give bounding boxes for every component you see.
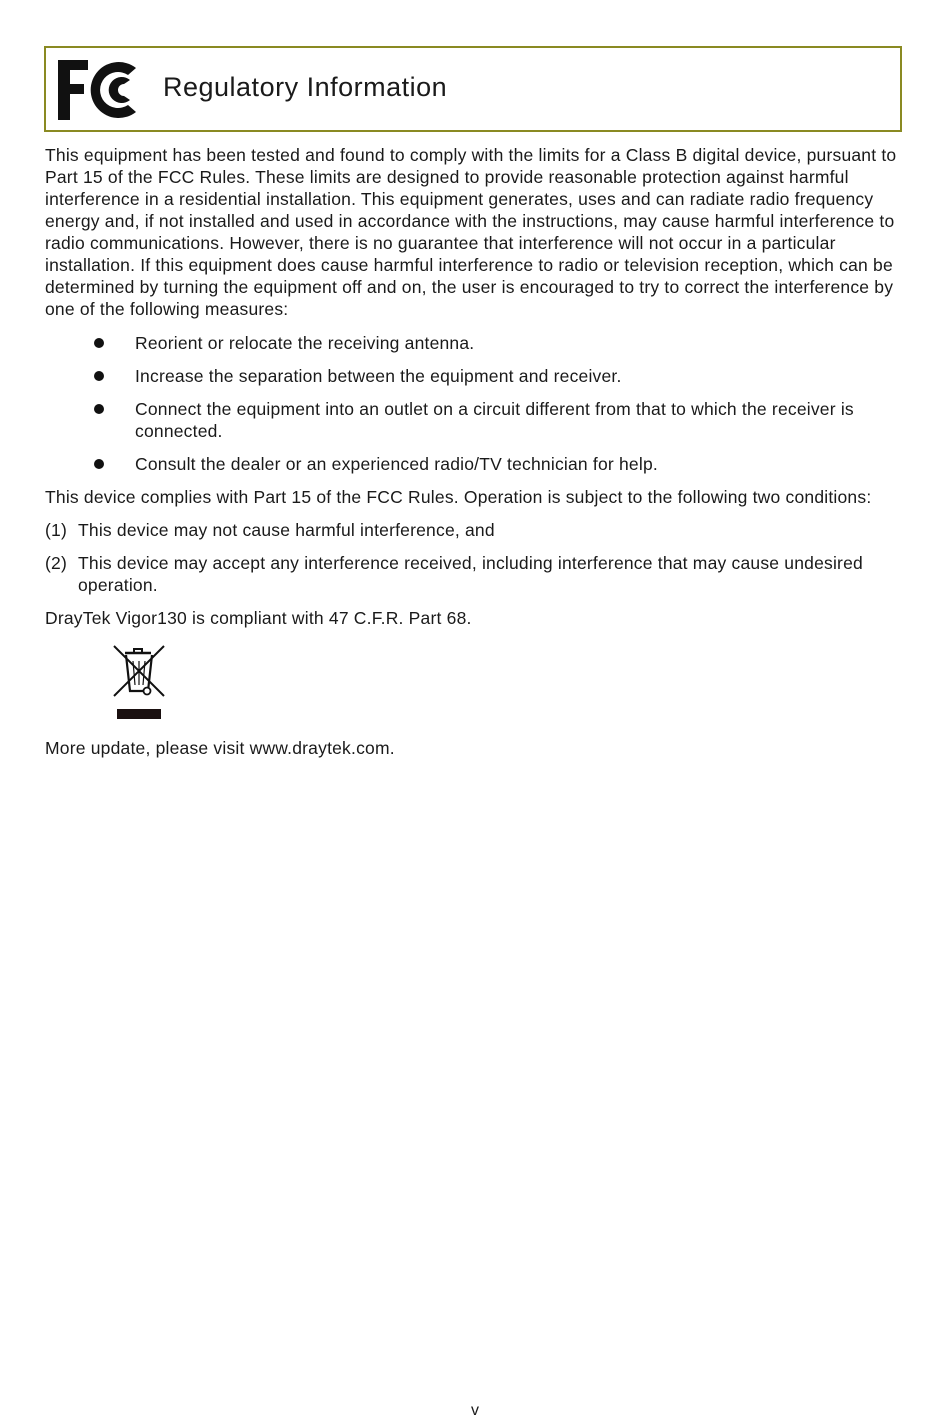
list-item (45, 365, 905, 387)
condition-number: (2) (45, 553, 67, 573)
document-body (45, 144, 905, 759)
bullet-icon (94, 371, 104, 381)
fcc-logo-icon (56, 58, 140, 122)
page-title: Regulatory Information (163, 72, 448, 102)
measure-text: Increase the separation between the equipment and receiver. (135, 366, 622, 386)
measure-text: Reorient or relocate the receiving antenna. (135, 333, 475, 353)
update-paragraph: More update, please visit www.draytek.com. (45, 738, 395, 758)
condition-text: This device may accept any interference received, including interference that may cause undesired operation. (78, 553, 863, 595)
bullet-icon (94, 338, 104, 348)
conditions-list (45, 519, 905, 596)
bullet-icon (94, 404, 104, 414)
part68-paragraph: DrayTek Vigor130 is compliant with 47 C.F.R. Part 68. (45, 608, 472, 628)
measure-text: Connect the equipment into an outlet on a circuit different from that to which the receiver is connected. (135, 399, 854, 441)
header-box (44, 46, 902, 132)
page-number: v (471, 1402, 479, 1419)
list-item (45, 398, 905, 442)
measure-text: Consult the dealer or an experienced radio/TV technician for help. (135, 454, 658, 474)
measures-list (45, 332, 905, 475)
crossed-out-wheelie-bin-icon (111, 641, 167, 721)
intro-paragraph: This equipment has been tested and found to comply with the limits for a Class B digital device, pursuant to Part 15 of the FCC Rules. These limits are designed to provide reasonable protection against harmful interference in a residential installation. This equipment generates, uses and can radiate radio frequency energy and, if not installed and used in accordance with the instructions, may cause harmful interference to radio communications. However, there is no guarantee that interference will not occur in a particular installation. If this equipment does cause harmful interference to radio or television reception, which can be determined by turning the equipment off and on, the user is encouraged to try to correct the interference by one of the following measures: (45, 145, 897, 319)
list-item (45, 519, 905, 541)
list-item (45, 453, 905, 475)
list-item (45, 332, 905, 354)
compliance-paragraph: This device complies with Part 15 of the FCC Rules. Operation is subject to the following two conditions: (45, 487, 872, 507)
bullet-icon (94, 459, 104, 469)
condition-number: (1) (45, 520, 67, 540)
condition-text: This device may not cause harmful interference, and (78, 520, 495, 540)
list-item (45, 552, 905, 596)
